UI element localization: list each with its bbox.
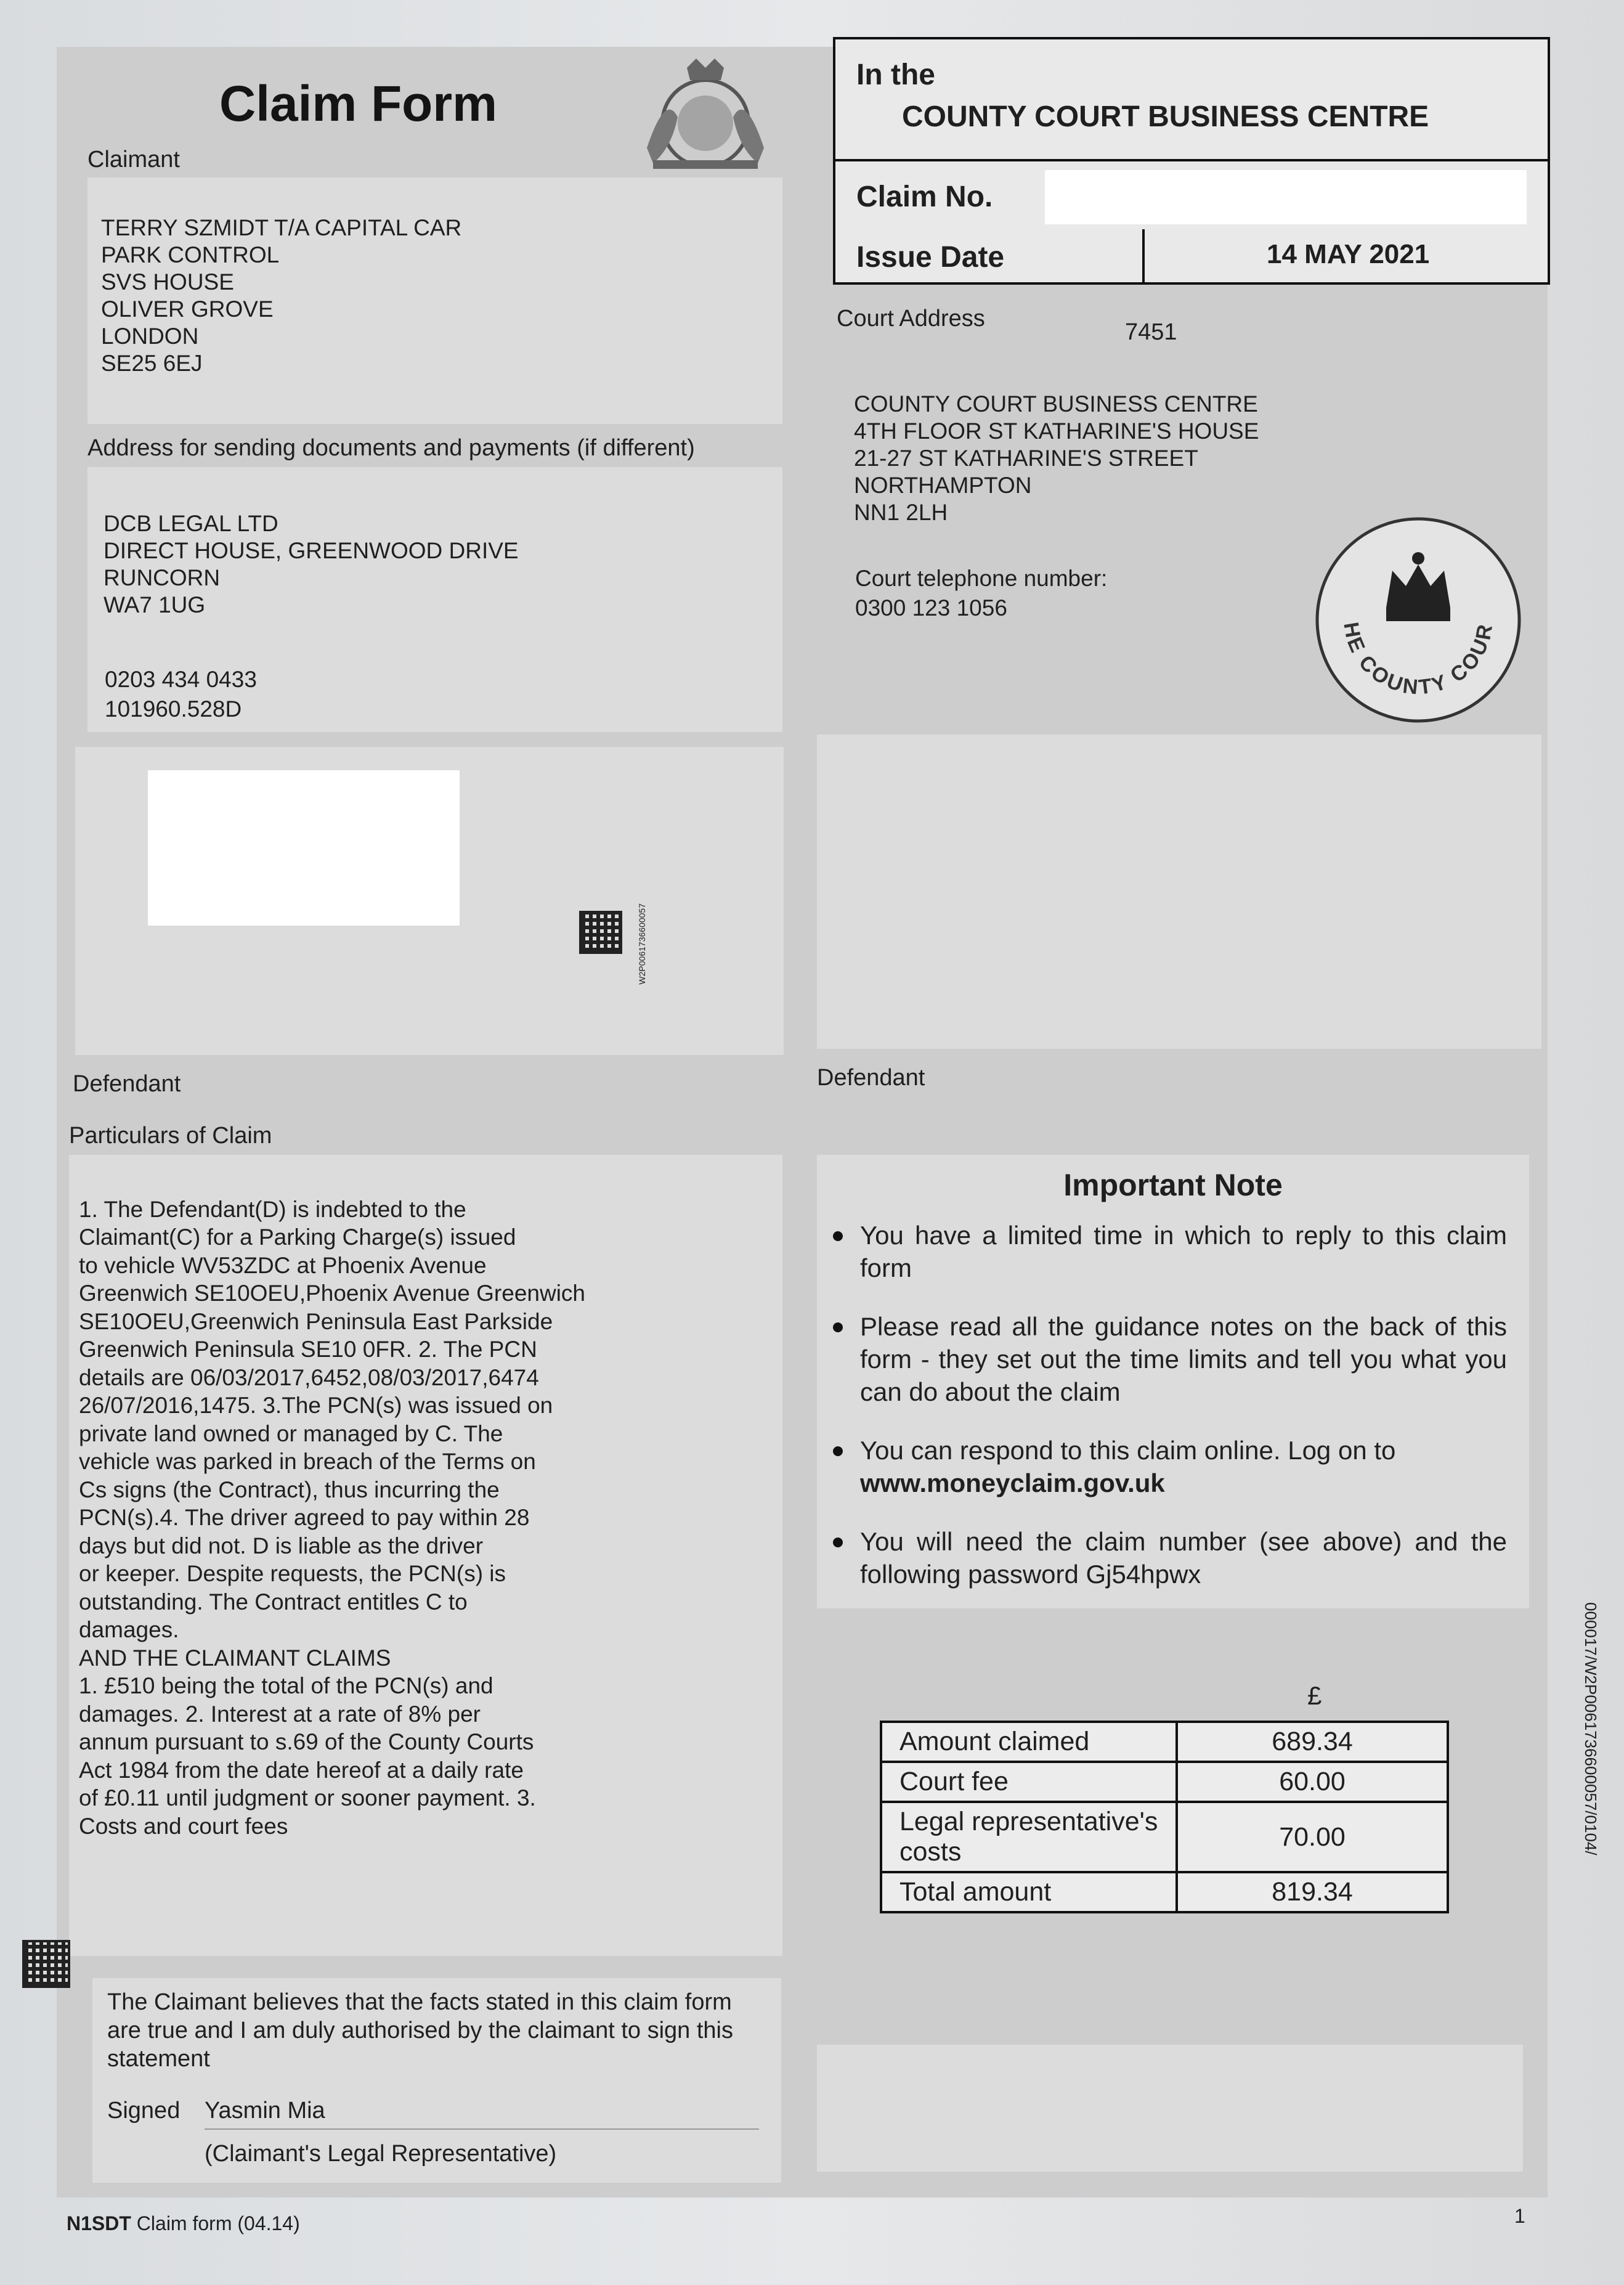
redacted-defendant-address: [148, 770, 460, 926]
service-phone: 0203 434 0433: [105, 667, 257, 692]
service-address-box: [87, 467, 782, 732]
amount-row-claimed: Amount claimed 689.34: [881, 1722, 1448, 1762]
note-bullet-password: You will need the claim number (see above) and the following password Gj54hpwx: [829, 1525, 1507, 1591]
statement-box: [92, 1978, 781, 2183]
currency-symbol: £: [1307, 1681, 1322, 1710]
seal-text: HE COUNTY COUR: [1339, 620, 1498, 699]
claim-no-box: [833, 159, 1550, 232]
court-telephone: 0300 123 1056: [855, 595, 1007, 621]
amount-row-total: Total amount 819.34: [881, 1872, 1448, 1912]
note-bullet-guidance: Please read all the guidance notes on the back of this form - they set out the time limits and tell you what you can do about the claim: [829, 1310, 1507, 1408]
particulars-label: Particulars of Claim: [69, 1123, 272, 1149]
signatory-name: Yasmin Mia: [205, 2098, 325, 2124]
redacted-claim-number: [1045, 170, 1527, 224]
claimant-box: [87, 177, 782, 424]
note-bullet-online: You can respond to this claim online. Log on to www.moneyclaim.gov.uk: [829, 1434, 1507, 1499]
defendant-label-left: Defendant: [73, 1071, 181, 1097]
important-note-title: Important Note: [1063, 1168, 1283, 1202]
issue-date-divider: [1142, 229, 1145, 282]
footer-form-id: N1SDT Claim form (04.14): [67, 2212, 300, 2234]
court-address-label: Court Address: [837, 306, 985, 332]
amount-row-court-fee: Court fee 60.00: [881, 1762, 1448, 1802]
form-title: Claim Form: [219, 76, 498, 132]
important-note-list: [829, 1219, 1507, 1616]
barcode-icon: [579, 911, 622, 954]
signatory-role: (Claimant's Legal Representative): [205, 2141, 557, 2167]
statement-text: The Claimant believes that the facts stated in this claim form are true and I am duly authorised by the claimant to sign this statement: [107, 1989, 733, 2072]
in-the-label: In the: [856, 59, 935, 91]
amounts-table: [880, 1721, 1449, 1913]
defendant-label-right: Defendant: [817, 1065, 925, 1091]
service-reference: 101960.528D: [105, 696, 242, 722]
claim-no-label: Claim No.: [856, 181, 993, 213]
amount-row-legal-costs: Legal representative's costs 70.00: [881, 1802, 1448, 1872]
signed-label: Signed: [107, 2098, 181, 2124]
service-address: DCB LEGAL LTD DIRECT HOUSE, GREENWOOD DRIVE RUNCORN WA7 1UG: [104, 511, 519, 617]
issue-date-label: Issue Date: [856, 241, 1005, 274]
court-address: COUNTY COURT BUSINESS CENTRE 4TH FLOOR ST KATHARINE'S HOUSE 21-27 ST KATHARINE'S STREET NORTHAMPTON NN1 2LH: [854, 391, 1259, 525]
note-bullet-reply-time: You have a limited time in which to reply to this claim form: [829, 1219, 1507, 1284]
particulars-box: [69, 1155, 782, 1956]
barcode-text: W2P0061736600057: [637, 903, 647, 985]
page-number: 1: [1514, 2205, 1525, 2227]
side-reference: 000017/W2P0061736600057/0104/: [1581, 1602, 1600, 1855]
claimant-label: Claimant: [87, 147, 180, 173]
court-code: 7451: [1125, 319, 1177, 345]
county-court-seal-icon: [1313, 515, 1523, 725]
defendant-address-box: [75, 747, 784, 1055]
defendant-right-box: [817, 735, 1541, 1049]
signature-line: [205, 2128, 759, 2130]
court-name-box: [833, 37, 1550, 161]
important-note-box: [817, 1155, 1529, 1608]
particulars-text: 1. The Defendant(D) is indebted to the Claimant(C) for a Parking Charge(s) issued to vehicle WV53ZDC at Phoenix Avenue Greenwich SE10OEU,Phoenix Avenue Greenwich SE10OEU,Greenwich Peninsula East Parkside Greenwich Peninsula SE10 0FR. 2. The PCN details are 06/03/2017,6452,08/03/2017,6474 26/07/2016,1475. 3.The PCN(s) was issued on private land owned or managed by C. The vehicle was parked in breach of the Terms on Cs signs (the Contract), thus incurring the PCN(s).4. The driver agreed to pay within 28 days but did not. D is liable as the driver or keeper. Despite requests, the PCN(s) is outstanding. The Contract entitles C to damages. AND THE CLAIMANT CLAIMS 1. £510 being the total of the PCN(s) and damages. 2. Interest at a rate of 8% per annum pursuant to s.69 of the County Courts Act 1984 from the date hereof at a daily rate of £0.11 until judgment or sooner payment. 3. Costs and court fees: [79, 1196, 586, 1839]
service-address-label: Address for sending documents and payments (if different): [87, 435, 695, 461]
moneyclaim-link[interactable]: www.moneyclaim.gov.uk: [860, 1468, 1165, 1497]
claimant-address: TERRY SZMIDT T/A CAPITAL CAR PARK CONTROL SVS HOUSE OLIVER GROVE LONDON SE25 6EJ: [101, 215, 462, 376]
royal-crest-icon: [628, 55, 782, 173]
blank-lower-box: [817, 2045, 1523, 2172]
issue-date-box: [833, 229, 1550, 285]
qr-code-icon: [22, 1940, 70, 1988]
issue-date-value: 14 MAY 2021: [1267, 239, 1430, 269]
court-telephone-label: Court telephone number:: [855, 566, 1108, 591]
court-name: COUNTY COURT BUSINESS CENTRE: [902, 100, 1429, 133]
